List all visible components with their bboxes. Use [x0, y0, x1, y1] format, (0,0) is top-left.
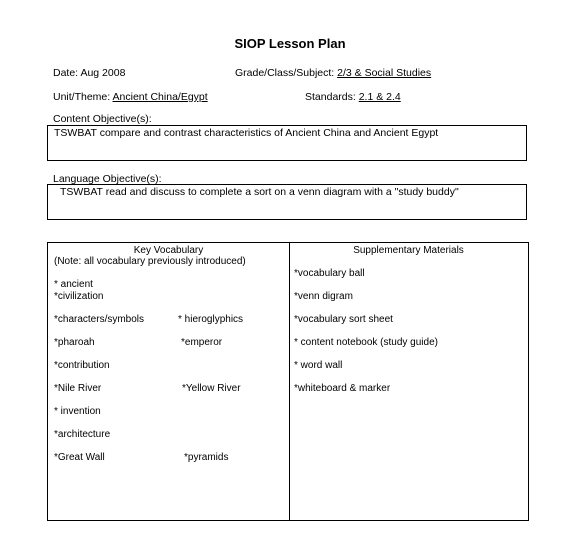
- vocab-item: * hieroglyphics: [178, 314, 244, 325]
- material-item: *vocabulary sort sheet: [294, 314, 393, 325]
- vocab-item: *Yellow River: [182, 383, 241, 394]
- vocab-item: *pharoah: [54, 337, 95, 348]
- standards-label: Standards:: [305, 91, 356, 103]
- date-label: Date:: [53, 67, 79, 79]
- vocab-item: *emperor: [181, 337, 223, 348]
- materials-heading: Supplementary Materials: [353, 245, 464, 256]
- language-objective-text: TSWBAT read and discuss to complete a sort on a venn diagram with a "study buddy": [60, 186, 459, 198]
- vocab-item: *Great Wall: [54, 452, 105, 463]
- vocabulary-materials-table: [47, 242, 529, 521]
- vocab-item: *civilization: [54, 291, 104, 302]
- vocab-item: *architecture: [54, 429, 111, 440]
- vocabulary-heading: Key Vocabulary: [133, 245, 204, 256]
- unit-field: [53, 91, 208, 103]
- date-value: Aug 2008: [80, 67, 126, 79]
- vocab-item: *Nile River: [54, 383, 102, 394]
- column-divider: [289, 243, 290, 520]
- vocab-item: * invention: [54, 406, 101, 417]
- page-title: SIOP Lesson Plan: [234, 36, 346, 51]
- vocab-item: *pyramids: [184, 452, 229, 463]
- content-objective-box: [47, 125, 527, 161]
- language-objective-box: [47, 184, 527, 220]
- content-objective-label: Content Objective(s):: [53, 113, 152, 125]
- vocabulary-note: (Note: all vocabulary previously introduced): [54, 256, 246, 267]
- language-objective-label: Language Objective(s):: [53, 173, 162, 185]
- material-item: *venn digram: [294, 291, 353, 302]
- grade-label: Grade/Class/Subject:: [235, 67, 335, 79]
- material-item: *vocabulary ball: [294, 268, 365, 279]
- standards-field: [305, 91, 401, 103]
- vocab-item: *contribution: [54, 360, 110, 371]
- vocab-item: *characters/symbols: [54, 314, 145, 325]
- vocab-item: * ancient: [54, 279, 93, 290]
- date-field: [53, 67, 125, 79]
- material-item: * content notebook (study guide): [294, 337, 438, 348]
- unit-label: Unit/Theme:: [53, 91, 111, 103]
- grade-value: 2/3 & Social Studies: [337, 67, 432, 79]
- material-item: * word wall: [294, 360, 343, 371]
- unit-value: Ancient China/Egypt: [112, 91, 208, 103]
- grade-field: [235, 67, 431, 79]
- content-objective-text: TSWBAT compare and contrast characteristics of Ancient China and Ancient Egypt: [54, 127, 439, 139]
- standards-value: 2.1 & 2.4: [358, 91, 401, 103]
- material-item: *whiteboard & marker: [294, 383, 391, 394]
